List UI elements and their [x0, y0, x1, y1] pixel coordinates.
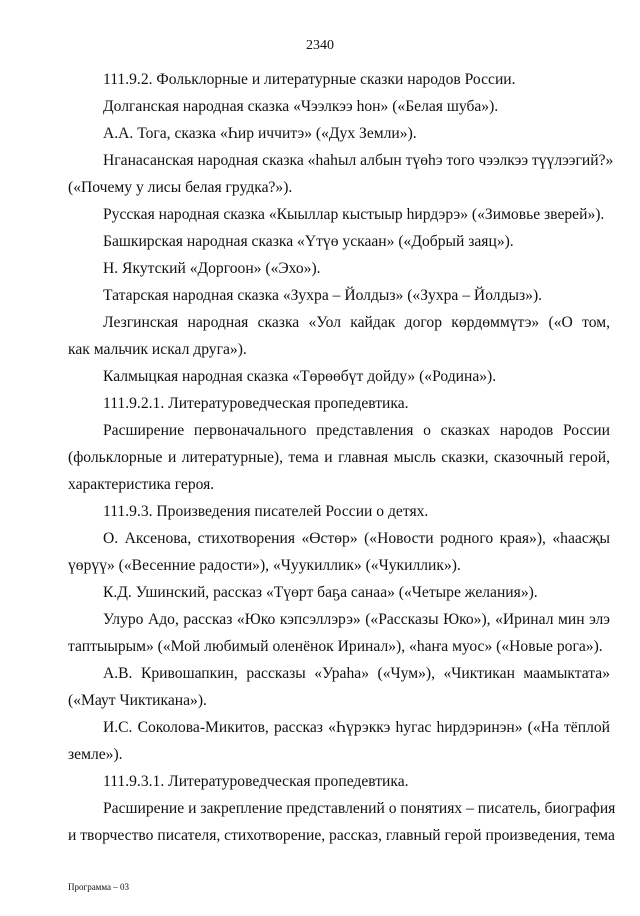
paragraph-line: характеристика героя.	[68, 476, 215, 493]
paragraph-line: И.С. Соколова-Микитов, рассказ «Һүрэккэ һугас һирдэринэн» («На тёплой	[103, 719, 610, 736]
paragraph-line: 111.9.2. Фольклорные и литературные сказки народов России.	[103, 71, 516, 88]
paragraph-line: Русская народная сказка «Кыыллар кыстыыр һирдэрэ» («Зимовье зверей»).	[103, 206, 605, 223]
paragraph-line: Расширение и закрепление представлений о понятиях – писатель, биография	[103, 800, 616, 817]
paragraph-line: («Почему у лисы белая грудка?»).	[68, 179, 293, 196]
paragraph-line: земле»).	[68, 746, 123, 763]
footer-label: Программа – 03	[68, 882, 130, 892]
paragraph-line: Долганская народная сказка «Чээлкээ һон» («Белая шуба»).	[103, 98, 499, 115]
paragraph-line: О. Аксенова, стихотворения «Өстөр» («Новости родного края»), «һаасҗы	[103, 530, 610, 547]
paragraph-line: А.В. Кривошапкин, рассказы «Ураһа» («Чум»), «Чиктикан маамыктата»	[103, 665, 610, 682]
paragraph-line: таптыырым» («Мой любимый оленёнок Иринал»), «һаҥа муос» («Новые рога»).	[68, 638, 603, 655]
paragraph-line: («Маут Чиктикана»).	[68, 692, 207, 709]
paragraph-line: Калмыцкая народная сказка «Төрөөбүт дойду» («Родина»).	[103, 368, 497, 385]
paragraph-line: А.А. Тога, сказка «Һир иччитэ» («Дух Земли»).	[103, 125, 417, 142]
paragraph-line: Расширение первоначального представления о сказках народов России	[103, 422, 610, 439]
paragraph-line: Н. Якутский «Доргоон» («Эхо»).	[103, 260, 321, 277]
paragraph-line: Улуро Адо, рассказ «Юко кэпсэллэрэ» («Рассказы Юко»), «Иринал мин элэ	[103, 611, 610, 628]
paragraph-line: 111.9.2.1. Литературоведческая пропедевтика.	[103, 395, 409, 412]
paragraph-line: (фольклорные и литературные), тема и главная мысль сказки, сказочный герой,	[68, 449, 610, 466]
paragraph-line: как мальчик искал друга»).	[68, 341, 247, 358]
paragraph-line: Татарская народная сказка «Зухра – Йолдыз» («Зухра – Йолдыз»).	[103, 287, 543, 304]
paragraph-line: Нганасанская народная сказка «һаһыл албын түөһэ того чээлкээ түүлээгий?»	[103, 152, 614, 169]
paragraph-line: 111.9.3.1. Литературоведческая пропедевтика.	[103, 773, 409, 790]
paragraph-line: Лезгинская народная сказка «Уол кайдак догор көрдөммүтэ» («О том,	[103, 314, 610, 331]
paragraph-line: үөрүү» («Весенние радости»), «Чуукиллик» («Чукиллик»).	[68, 557, 461, 574]
paragraph-line: Башкирская народная сказка «Үтүө ускаан» («Добрый заяц»).	[103, 233, 514, 250]
paragraph-line: К.Д. Ушинский, рассказ «Түөрт баҕа санаа» («Четыре желания»).	[103, 584, 538, 601]
page-number: 2340	[306, 38, 334, 53]
paragraph-line: и творчество писателя, стихотворение, рассказ, главный герой произведения, тема	[68, 827, 615, 844]
paragraph-line: 111.9.3. Произведения писателей России о детях.	[103, 503, 429, 520]
